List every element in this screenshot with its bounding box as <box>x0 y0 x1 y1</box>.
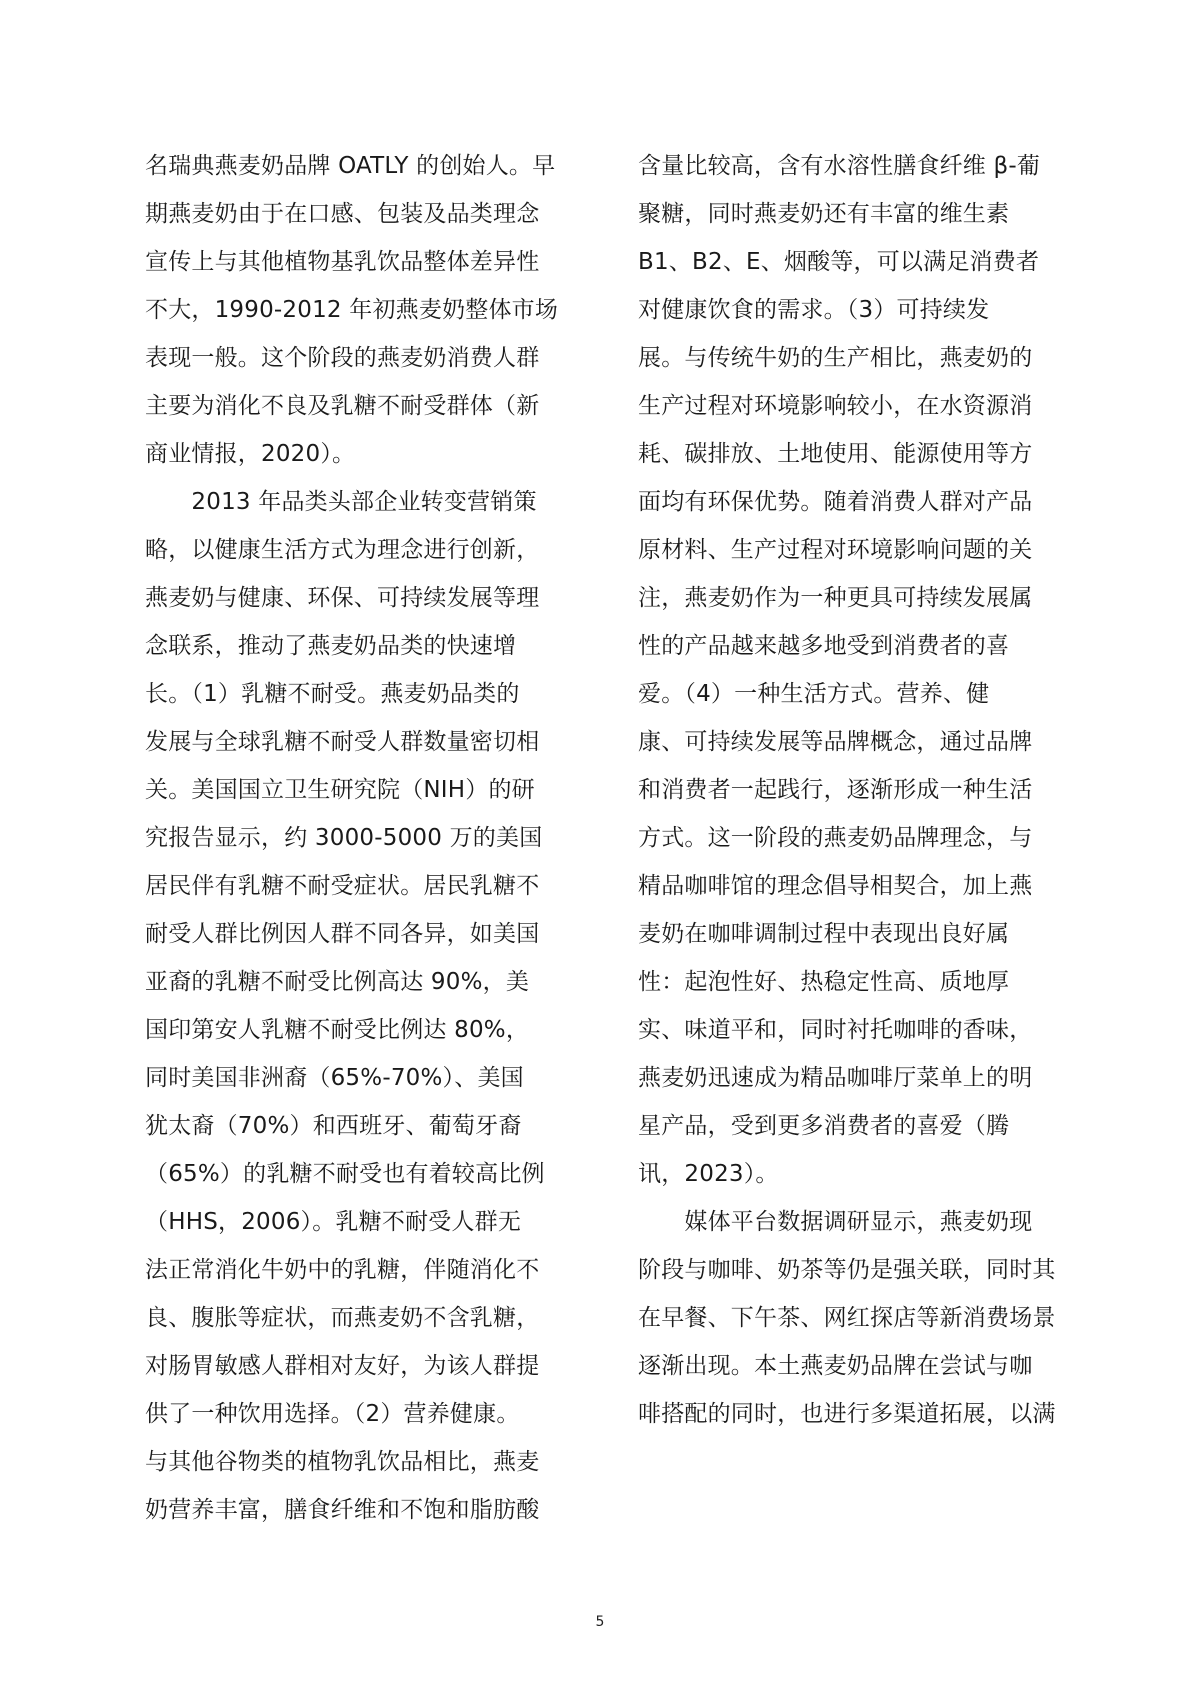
text-line: 念联系，推动了燕麦奶品类的快速增 <box>145 633 517 659</box>
text-line: 耗、碳排放、土地使用、能源使用等方 <box>638 441 1033 467</box>
text-line: 康、可持续发展等品牌概念，通过品牌 <box>638 729 1033 755</box>
text-line: 居民伴有乳糖不耐受症状。居民乳糖不 <box>145 873 540 899</box>
text-line: 爱。（4）一种生活方式。营养、健 <box>638 681 990 707</box>
text-line: 犹太裔（70%）和西班牙、葡萄牙裔 <box>145 1113 522 1139</box>
text-line: 精品咖啡馆的理念倡导相契合，加上燕 <box>638 873 1033 899</box>
text-line: 星产品，受到更多消费者的喜爱（腾 <box>638 1113 1010 1139</box>
text-line: 长。（1）乳糖不耐受。燕麦奶品类的 <box>145 681 520 707</box>
text-line: 注，燕麦奶作为一种更具可持续发展属 <box>638 585 1033 611</box>
text-line: 性：起泡性好、热稳定性高、质地厚 <box>638 969 1010 995</box>
text-line: 面均有环保优势。随着消费人群对产品 <box>638 489 1033 515</box>
text-line: 燕麦奶与健康、环保、可持续发展等理 <box>145 585 540 611</box>
text-line: 同时美国非洲裔（65%-70%）、美国 <box>145 1065 524 1091</box>
text-line: 表现一般。这个阶段的燕麦奶消费人群 <box>145 345 540 371</box>
text-line: 讯，2023）。 <box>638 1161 779 1187</box>
text-line: 不大，1990-2012 年初燕麦奶整体市场 <box>145 297 559 323</box>
text-line: 麦奶在咖啡调制过程中表现出良好属 <box>638 921 1010 947</box>
text-line: 聚糖，同时燕麦奶还有丰富的维生素 <box>638 201 1010 227</box>
text-line: 对肠胃敏感人群相对友好，为该人群提 <box>145 1353 540 1379</box>
text-line: 逐渐出现。本土燕麦奶品牌在尝试与咖 <box>638 1353 1033 1379</box>
text-line: 原材料、生产过程对环境影响问题的关 <box>638 537 1033 563</box>
text-line: 和消费者一起践行，逐渐形成一种生活 <box>638 777 1033 803</box>
text-line: 阶段与咖啡、奶茶等仍是强关联，同时其 <box>638 1257 1056 1283</box>
text-line: 宣传上与其他植物基乳饮品整体差异性 <box>145 249 540 275</box>
text-line: 发展与全球乳糖不耐受人群数量密切相 <box>145 729 540 755</box>
text-line: B1、B2、E、烟酸等，可以满足消费者 <box>638 249 1040 275</box>
text-line: 媒体平台数据调研显示，燕麦奶现 <box>638 1209 1033 1235</box>
text-line: 略，以健康生活方式为理念进行创新， <box>145 537 540 563</box>
text-line: 亚裔的乳糖不耐受比例高达 90%，美 <box>145 969 530 995</box>
text-line: 国印第安人乳糖不耐受比例达 80%， <box>145 1017 530 1043</box>
text-line: 耐受人群比例因人群不同各异，如美国 <box>145 921 540 947</box>
text-line: 与其他谷物类的植物乳饮品相比，燕麦 <box>145 1449 540 1475</box>
text-line: 供了一种饮用选择。（2）营养健康。 <box>145 1401 520 1427</box>
text-line: 在早餐、下午茶、网红探店等新消费场景 <box>638 1305 1056 1331</box>
left-text-column <box>145 142 585 1534</box>
text-line: 生产过程对环境影响较小，在水资源消 <box>638 393 1033 419</box>
text-line: （65%）的乳糖不耐受也有着较高比例 <box>145 1161 545 1187</box>
text-line: 法正常消化牛奶中的乳糖，伴随消化不 <box>145 1257 540 1283</box>
text-line: 究报告显示，约 3000-5000 万的美国 <box>145 825 543 851</box>
text-line: 对健康饮食的需求。（3）可持续发 <box>638 297 990 323</box>
text-line: 含量比较高，含有水溶性膳食纤维 β-葡 <box>638 153 1041 179</box>
text-line: 方式。这一阶段的燕麦奶品牌理念，与 <box>638 825 1033 851</box>
text-line: 主要为消化不良及乳糖不耐受群体（新 <box>145 393 540 419</box>
text-line: 商业情报，2020）。 <box>145 441 356 467</box>
right-text-column <box>638 142 1078 1438</box>
text-line: 关。美国国立卫生研究院（NIH）的研 <box>145 777 535 803</box>
text-line: 燕麦奶迅速成为精品咖啡厅菜单上的明 <box>638 1065 1033 1091</box>
text-line: 期燕麦奶由于在口感、包装及品类理念 <box>145 201 540 227</box>
text-line: 良、腹胀等症状，而燕麦奶不含乳糖， <box>145 1305 540 1331</box>
text-line: （HHS，2006）。乳糖不耐受人群无 <box>145 1209 522 1235</box>
text-line: 性的产品越来越多地受到消费者的喜 <box>638 633 1010 659</box>
text-line: 展。与传统牛奶的生产相比，燕麦奶的 <box>638 345 1033 371</box>
text-line: 2013 年品类头部企业转变营销策 <box>145 489 537 515</box>
text-line: 啡搭配的同时，也进行多渠道拓展，以满 <box>638 1401 1056 1427</box>
page-number: 5 <box>595 1614 605 1630</box>
text-line: 奶营养丰富，膳食纤维和不饱和脂肪酸 <box>145 1497 540 1523</box>
text-line: 实、味道平和，同时衬托咖啡的香味， <box>638 1017 1033 1043</box>
text-line: 名瑞典燕麦奶品牌 OATLY 的创始人。早 <box>145 153 556 179</box>
